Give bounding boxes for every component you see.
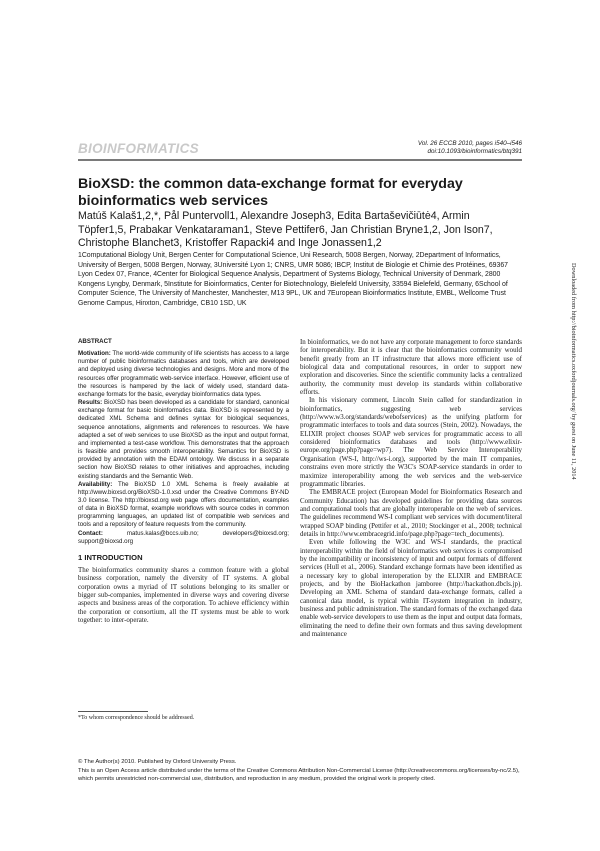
affiliations-text: 1Computational Biology Unit, Bergen Center for Computational Science, Uni Research, 5008 Bergen, Norway, 2Department of Informatics, University of Bergen, 5008 Bergen, Norway, 3Université Lyon 1; CNRS, UMR 5086; IBCP, Institut de Biologie et Chimie des Protéines, 69367 Lyon Cedex 07, France, 4Center for Biological Sequence Analysis, Department of Systems Biology, Technical University of Denmark, 2800 Kongens Lyngby, Denmark, 5Institute for Bioinformatics, Center for Biotechnology, Bielefeld University, 33594 Bielefeld, Germany, 6School of Computer Science, The University of Manchester, Manchester, M13 9PL, UK and 7European Bioinformatics Institute, EMBL, Wellcome Trust Genome Campus, Hinxton, Cambridge, CB10 1SD, UK	[78, 252, 508, 307]
download-watermark	[570, 263, 581, 549]
citation-doi[interactable]: doi:10.1093/bioinformatics/btq391	[427, 148, 522, 155]
right-column	[300, 338, 522, 638]
abstract-availability	[78, 481, 289, 530]
copyright-notice	[78, 758, 522, 784]
paragraph: In his visionary comment, Lincoln Stein called for standardization in bioinformatics, suggesting web services (http://www.w3.org/standards/webofservices) as the unifying platform for programmatic interfaces to tools and data sources (Stein, 2002). Nowadays, the ELIXIR project chooses SOAP web services for programmatic access to all considered bioinformatics databases and tools (http://www.elixir-europe.org/page.php?page=wp7). The Web Service Interoperability Organisation (WS-I, http://ws-i.org), supported by the main IT companies, constrains even more strictly the W3C's SOAP-service standards in order to maximize interoperability among the web services and the web-service programmatic libraries.	[300, 396, 522, 488]
citation-info	[418, 140, 522, 156]
footnote: *To whom correspondence should be addressed.	[78, 715, 195, 721]
contact-label: Contact:	[78, 529, 103, 537]
affiliations	[78, 251, 522, 309]
motivation-label: Motivation:	[78, 350, 111, 358]
introduction-body	[78, 566, 289, 624]
abstract-heading: ABSTRACT	[78, 338, 112, 345]
contact-text[interactable]: matus.kalas@bccs.uib.no; developers@bioxsd.org; support@bioxsd.org	[78, 529, 289, 545]
availability-text: The BioXSD 1.0 XML Schema is freely available at http://www.bioxsd.org/BioXSD-1.0.xsd under the Creative Commons BY-ND 3.0 license. The http://bioxsd.org web page offers documentation, examples of data in BioXSD format, example workflows with source codes in common programming languages, an updated list of compatible web services and tools and a repository of feature requests from the community.	[78, 480, 289, 529]
copyright-line: © The Author(s) 2010. Published by Oxford University Press.	[78, 759, 237, 765]
results-label: Results:	[78, 399, 103, 407]
left-column	[78, 338, 289, 624]
motivation-text: The world-wide community of life scientists has access to a large number of public bioinformatics databases and tools, which are developed and deployed using diverse technologies and designs. More and more of the resources offer programmatic web-service interface. However, efficient use of the resources is hampered by the lack of widely used, standard data-exchange formats for the basic, everyday bioinformatics data types.	[78, 350, 289, 398]
download-note: Downloaded from http://bioinformatics.oxfordjournals.org/ by guest on June 11, 2014	[570, 263, 577, 480]
abstract-results	[78, 399, 289, 481]
paragraph: The EMBRACE project (European Model for Bioinformatics Research and Community Education) has developed guidelines for providing data sources and computational tools that are globally interoperable on the web of services. The guidelines recommend WS-I compliant web services with document/literal wrapped SOAP binding (Pettifer et al., 2010; Stockinger et al., 2008; technical details in http://www.embracegrid.info/page.php?page=tech_documents).	[300, 488, 522, 538]
license-text: This is an Open Access article distributed under the terms of the Creative Commons Attribution Non-Commercial License (http://creativecommons.org/licenses/by-nc/2.5), which permits unrestricted non-commercial use, distribution, and reproduction in any medium, provided the original work is properly cited.	[78, 767, 520, 782]
paragraph: The bioinformatics community shares a common feature with a global business corporation, namely the diversity of IT systems. A global corporation owns a myriad of IT solutions belonging to its smaller or bigger sub-companies, implemented in diverse ways and covering diverse aspects and business areas of the corporation. To achieve efficiency within the corporation or consortium, all the IT systems must be able to work together: to inter-operate.	[78, 565, 289, 624]
header-rule	[78, 159, 522, 161]
paragraph: In bioinformatics, we do not have any corporate management to force standards for interoperability. But it is clear that the bioinformatics community would benefit greatly from an IT infrastructure that allows more efficient use of biological data and computational resources, in order to support new exploration and discoveries. Since the scientific community lacks a centralized authority, the community must develop its standards within collaborative efforts.	[300, 338, 522, 397]
section-heading-introduction: 1 INTRODUCTION	[78, 552, 143, 562]
abstract-motivation	[78, 350, 289, 399]
abstract	[78, 338, 289, 546]
footnote-rule	[78, 711, 148, 712]
citation-volume-pages: Vol. 26 ECCB 2010, pages i540–i546	[417, 140, 522, 147]
journal-name: BIOINFORMATICS	[78, 141, 199, 156]
author-list: Matúš Kalaš1,2,*, Pål Puntervoll1, Alexandre Joseph3, Edita Bartaševičiūtė4, Armin Töpfer1,5, Prabakar Venkataraman1, Steve Pettifer6, Jan Christian Bryne1,2, Jon Ison7, Christophe Blanchet3, Kristoffer Rapacki4 and Inge Jonassen1,2	[78, 210, 493, 249]
abstract-contact	[78, 530, 289, 546]
right-column-body	[300, 338, 522, 638]
results-text: BioXSD has been developed as a candidate for standard, canonical exchange format for basic bioinformatics data. BioXSD is represented by a dedicated XML Schema and defines syntax for biological sequences, sequence annotations, alignments and references to resources. We have adapted a set of web services to use BioXSD as the input and output format, and implemented a test-case workflow. This demonstrates that the approach is feasible and provides smooth interoperability. Semantics for BioXSD is provided by annotation with the EDAM ontology. We discuss in a separate section how BioXSD relates to other initiatives and approaches, including existing standards and the Semantic Web.	[78, 399, 289, 480]
article-title: BioXSD: the common data-exchange format for everyday bioinformatics web services	[78, 176, 463, 209]
paragraph: Even while following the W3C and WS-I standards, the practical interoperability within the field of bioinformatics web services is compromised by the incompatibility or inconsistency of input and output formats of different services (Hull et al., 2006). Standard exchange formats have been identified as a necessary key to global interoperation by the ELIXIR and EMBRACE projects, and by the BioHackathon jamboree (http://hackathon.dbcls.jp). Developing an XML Schema of standard data-exchange formats, called a canonical data model, is typical within IT-system integration in industry, business and public administration. The standard formats of the exchanged data enable web-service developers to use them as the input and output data formats, eliminating the need to define their own formats and thus saving development and maintenance	[300, 538, 522, 639]
availability-label: Availability:	[78, 480, 113, 488]
